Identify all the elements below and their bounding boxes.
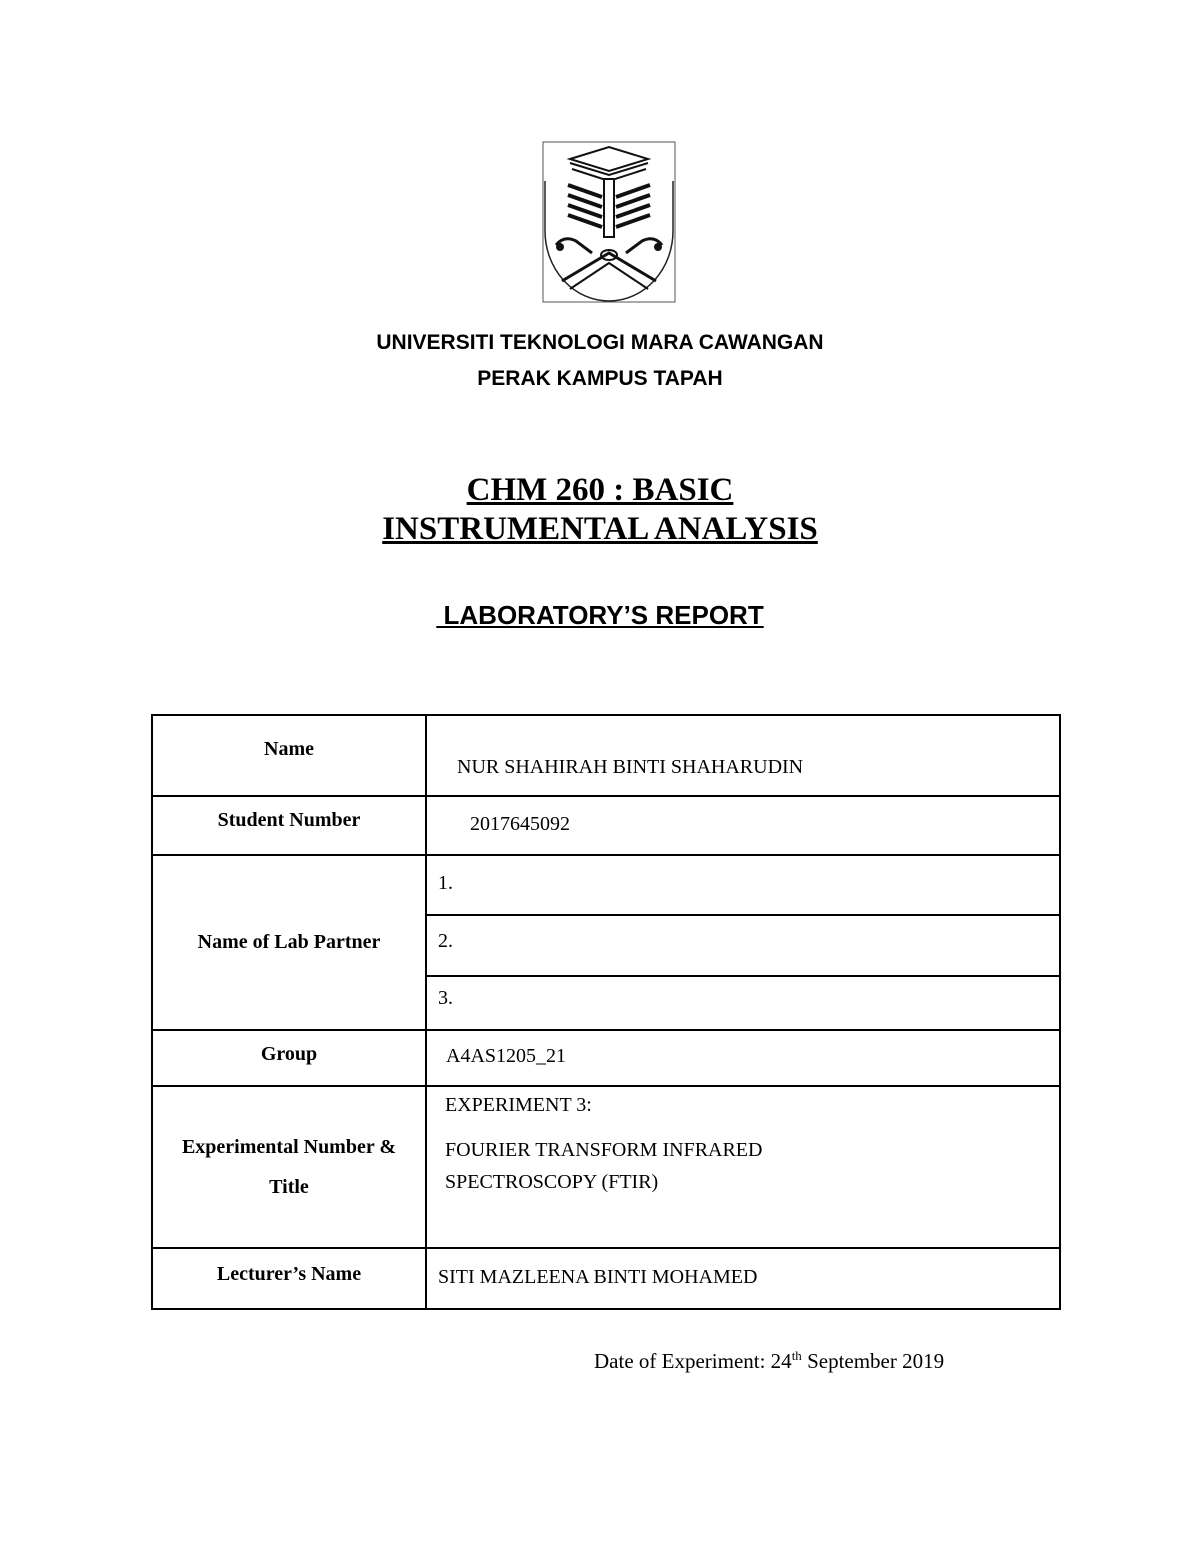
date-label: Date of Experiment: 24 xyxy=(594,1349,792,1373)
partner-2-cell xyxy=(426,915,1060,976)
student-number-value-cell xyxy=(426,796,1060,855)
lecturer-value: SITI MAZLEENA BINTI MOHAMED xyxy=(438,1266,758,1288)
experiment-value-cell xyxy=(426,1086,1060,1248)
table-row-experiment xyxy=(152,1086,1060,1248)
experiment-number: EXPERIMENT 3: xyxy=(445,1094,592,1116)
student-number-label: Student Number xyxy=(217,809,361,831)
name-value: NUR SHAHIRAH BINTI SHAHARUDIN xyxy=(457,756,804,778)
experiment-label-line2: Title xyxy=(269,1176,309,1198)
course-title-line2: INSTRUMENTAL ANALYSIS xyxy=(382,511,818,547)
university-name-line1: UNIVERSITI TEKNOLOGI MARA CAWANGAN xyxy=(376,331,824,354)
group-value-cell xyxy=(426,1030,1060,1086)
name-label-cell xyxy=(152,715,426,796)
group-label: Group xyxy=(260,1043,318,1065)
partner-1-cell xyxy=(426,855,1060,915)
cover-details-table xyxy=(151,714,1061,1310)
lab-partner-label-cell xyxy=(152,855,426,1030)
experiment-title-line1: FOURIER TRANSFORM INFRARED xyxy=(445,1139,763,1161)
lecturer-label-cell xyxy=(152,1248,426,1309)
lecturer-value-cell xyxy=(426,1248,1060,1309)
course-title-line1: CHM 260 : BASIC xyxy=(466,472,734,508)
partner-1: 1. xyxy=(438,872,453,894)
experiment-title-line2: SPECTROSCOPY (FTIR) xyxy=(445,1171,659,1193)
table-row-name xyxy=(152,715,1060,796)
report-title: LABORATORY’S REPORT xyxy=(436,600,764,630)
university-logo xyxy=(542,141,676,303)
date-rest: September 2019 xyxy=(801,1349,945,1373)
table-row-group xyxy=(152,1030,1060,1086)
experiment-date xyxy=(594,1348,944,1374)
student-number-label-cell xyxy=(152,796,426,855)
name-value-cell xyxy=(426,715,1060,796)
experiment-label-cell xyxy=(152,1086,426,1248)
partner-3-cell xyxy=(426,976,1060,1030)
table-row-student-number xyxy=(152,796,1060,855)
university-name-line2: PERAK KAMPUS TAPAH xyxy=(477,367,723,390)
name-label: Name xyxy=(264,738,314,760)
experiment-label-line1: Experimental Number & xyxy=(181,1136,397,1158)
lab-partner-label: Name of Lab Partner xyxy=(197,931,381,953)
lecturer-label: Lecturer’s Name xyxy=(216,1263,362,1285)
table-row-lecturer xyxy=(152,1248,1060,1309)
group-label-cell xyxy=(152,1030,426,1086)
date-suffix: th xyxy=(791,1348,802,1363)
table-row-partner-1 xyxy=(152,855,1060,915)
group-value: A4AS1205_21 xyxy=(446,1045,567,1067)
student-number-value: 2017645092 xyxy=(470,813,570,835)
partner-3: 3. xyxy=(438,987,453,1009)
partner-2: 2. xyxy=(438,930,453,952)
